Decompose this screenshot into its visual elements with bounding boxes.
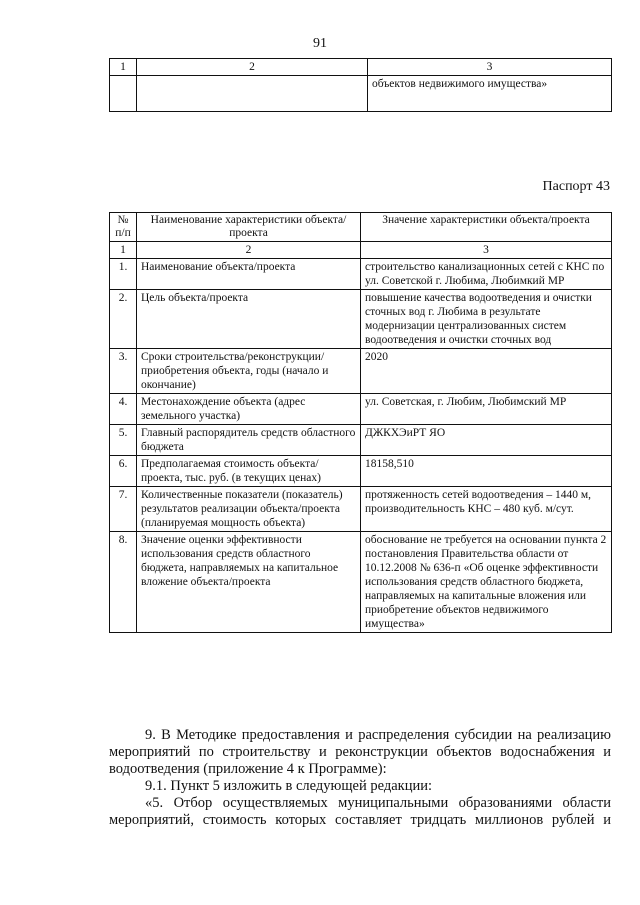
table-row [110, 532, 612, 633]
continuation-header-col3: 3 [368, 59, 612, 76]
table-row [110, 394, 612, 425]
row-name: Предполагаемая стоимость объекта/проекта, тыс. руб. (в текущих ценах) [137, 456, 361, 487]
row-value: обоснование не требуется на основании пункта 2 постановления Правительства области от 10.12.2008 № 636-п «Об оценке эффективности использования средств областного бюджета, направляемых на капитальные вложения или приобретение объектов недвижимого имущества» [361, 532, 612, 633]
table-row [110, 349, 612, 394]
row-num: 4. [110, 394, 137, 425]
row-value: строительство канализационных сетей с КНС по ул. Советской г. Любима, Любимкий МР [361, 259, 612, 290]
header-num: № п/п [110, 213, 137, 242]
continuation-cell-name [137, 76, 368, 112]
index-col3: 3 [361, 242, 612, 259]
row-num: 3. [110, 349, 137, 394]
row-num: 5. [110, 425, 137, 456]
row-num: 6. [110, 456, 137, 487]
paragraph-9: 9. В Методике предоставления и распределения субсидии на реализацию мероприятий по строительству и реконструкции объектов водоснабжения и водоотведения (приложение 4 к Программе): [109, 727, 611, 777]
row-name: Цель объекта/проекта [137, 290, 361, 349]
row-num: 2. [110, 290, 137, 349]
row-name: Наименование объекта/проекта [137, 259, 361, 290]
continuation-row [110, 76, 612, 112]
continuation-table [109, 58, 612, 112]
row-name: Местонахождение объекта (адрес земельного участка) [137, 394, 361, 425]
row-name: Количественные показатели (показатель) результатов реализации объекта/проекта (планируемая мощность объекта) [137, 487, 361, 532]
index-col2: 2 [137, 242, 361, 259]
body-paragraphs [109, 727, 611, 829]
row-value: ДЖКХЭиРТ ЯО [361, 425, 612, 456]
continuation-header-col1: 1 [110, 59, 137, 76]
table-row [110, 290, 612, 349]
row-value: 18158,510 [361, 456, 612, 487]
row-value: 2020 [361, 349, 612, 394]
row-num: 8. [110, 532, 137, 633]
table-row [110, 425, 612, 456]
page-number: 91 [313, 36, 327, 51]
continuation-header-row [110, 59, 612, 76]
table-row [110, 456, 612, 487]
passport-title: Паспорт 43 [542, 179, 610, 194]
row-name: Значение оценки эффективности использования средств областного бюджета, направляемых на капитальное вложение объекта/проекта [137, 532, 361, 633]
paragraph-5-quote: «5. Отбор осуществляемых муниципальными образованиями области мероприятий, стоимость которых составляет тридцать миллионов рублей и [109, 795, 611, 828]
row-value: ул. Советская, г. Любим, Любимский МР [361, 394, 612, 425]
passport-table [109, 212, 612, 633]
table-row [110, 259, 612, 290]
row-name: Главный распорядитель средств областного бюджета [137, 425, 361, 456]
continuation-header-col2: 2 [137, 59, 368, 76]
row-name: Сроки строительства/реконструкции/приобретения объекта, годы (начало и окончание) [137, 349, 361, 394]
header-value: Значение характеристики объекта/проекта [361, 213, 612, 242]
paragraph-9-1: 9.1. Пункт 5 изложить в следующей редакции: [145, 778, 433, 794]
row-num: 7. [110, 487, 137, 532]
row-value: повышение качества водоотведения и очистки сточных вод г. Любима в результате модернизации централизованных систем водоотведения и очистки сточных вод [361, 290, 612, 349]
index-col1: 1 [110, 242, 137, 259]
continuation-cell-value: объектов недвижимого имущества» [368, 76, 612, 112]
header-name: Наименование характеристики объекта/проекта [137, 213, 361, 242]
table-row [110, 487, 612, 532]
passport-index-row [110, 242, 612, 259]
row-num: 1. [110, 259, 137, 290]
continuation-cell-num [110, 76, 137, 112]
row-value: протяженность сетей водоотведения – 1440 м, производительность КНС – 480 куб. м/сут. [361, 487, 612, 532]
passport-header-row [110, 213, 612, 242]
